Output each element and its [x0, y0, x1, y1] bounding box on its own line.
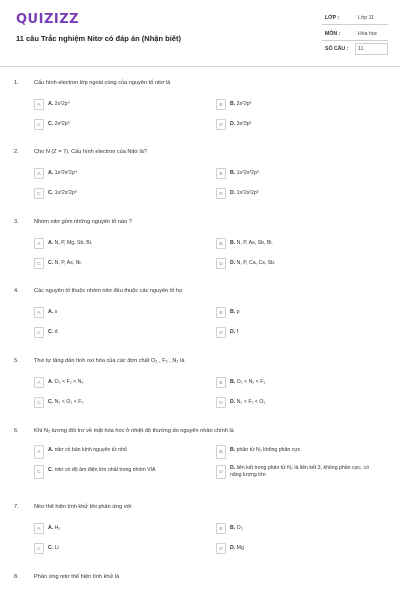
- option-content: O₂ < F₂ < N₂: [54, 379, 84, 385]
- answer-option-a[interactable]: [34, 307, 204, 319]
- option-letter-box: D: [216, 258, 226, 269]
- question-text: Các nguyên tố thuộc nhóm nitơ đều thuộc các nguyên tố họ: [34, 288, 183, 294]
- question-number: 1.: [14, 80, 19, 86]
- option-text: [48, 329, 58, 335]
- answer-option-a[interactable]: [34, 238, 204, 250]
- option-text: [230, 329, 238, 335]
- option-text: [48, 101, 70, 107]
- option-text: [48, 260, 82, 266]
- option-prefix: A.: [48, 525, 54, 531]
- option-prefix: B.: [230, 170, 236, 176]
- option-prefix: B.: [230, 101, 236, 107]
- option-prefix: C.: [48, 399, 54, 405]
- option-letter-box: B: [216, 523, 226, 534]
- option-content: O₂: [236, 525, 243, 531]
- option-prefix: D.: [230, 260, 236, 266]
- option-letter-box: C: [34, 327, 44, 338]
- option-text: [48, 399, 83, 405]
- option-prefix: B.: [230, 447, 236, 453]
- question-number: 2.: [14, 149, 19, 155]
- meta-value: Hóa học: [358, 31, 378, 37]
- option-prefix: B.: [230, 240, 236, 246]
- option-prefix: D.: [230, 329, 236, 335]
- option-prefix: C.: [48, 121, 54, 127]
- option-letter-box: B: [216, 99, 226, 110]
- option-prefix: C.: [48, 545, 54, 551]
- answer-option-b[interactable]: [216, 377, 386, 389]
- question-text: Nitơ thể hiện tính khử khi phản ứng với: [34, 504, 132, 510]
- option-letter-box: C: [34, 543, 44, 554]
- option-letter-box: B: [216, 445, 226, 459]
- option-content: d: [54, 329, 58, 335]
- option-letter-box: D: [216, 397, 226, 408]
- option-prefix: D.: [230, 399, 236, 405]
- option-prefix: A.: [48, 309, 54, 315]
- option-prefix: B.: [230, 379, 236, 385]
- answer-option-c[interactable]: [34, 543, 204, 555]
- question-text: Khí N₂ tương đối trơ về mặt hóa học ở nhiệt độ thường do nguyên nhân chính là: [34, 428, 234, 434]
- option-letter-box: D: [216, 119, 226, 130]
- option-content: N, P, As, Ni.: [54, 260, 82, 266]
- answer-option-c[interactable]: [34, 327, 204, 339]
- option-content: phân tử N₂ không phân cực: [236, 447, 301, 453]
- option-prefix: A.: [48, 101, 54, 107]
- option-letter-box: A: [34, 307, 44, 318]
- option-content: N, P, As, Sb, Bi.: [236, 240, 273, 246]
- answer-option-a[interactable]: [34, 523, 204, 535]
- answer-option-c[interactable]: [34, 397, 204, 409]
- option-text: [230, 379, 265, 385]
- option-content: p: [236, 309, 240, 315]
- answer-option-c[interactable]: [34, 119, 204, 131]
- answer-option-a[interactable]: [34, 168, 204, 180]
- option-text: [230, 121, 251, 127]
- answer-option-d[interactable]: [216, 327, 386, 339]
- option-text: [48, 170, 77, 176]
- answer-option-b[interactable]: [216, 238, 386, 250]
- option-prefix: A.: [48, 379, 54, 385]
- answer-option-d[interactable]: [216, 258, 386, 270]
- option-text: [48, 447, 127, 453]
- option-letter-box: B: [216, 238, 226, 249]
- question-text: Phản ứng nitơ thể hiện tính khử là: [34, 574, 120, 580]
- page-header: [0, 0, 400, 64]
- option-prefix: D.: [230, 545, 236, 551]
- meta-value: Lớp 11: [358, 15, 374, 21]
- option-content: s: [54, 309, 58, 315]
- answer-option-a[interactable]: [34, 99, 204, 111]
- meta-label: SỐ CÂU :: [325, 46, 349, 52]
- option-letter-box: C: [34, 465, 44, 479]
- answer-option-b[interactable]: [216, 523, 386, 535]
- option-prefix: A.: [48, 170, 54, 176]
- option-content: nitơ có bán kính nguyên tử nhỏ: [54, 447, 127, 453]
- option-letter-box: D: [216, 465, 226, 479]
- option-text: [48, 240, 92, 246]
- option-text: [48, 525, 60, 531]
- option-content: H₂: [54, 525, 61, 531]
- option-letter-box: C: [34, 258, 44, 269]
- option-prefix: C.: [48, 329, 54, 335]
- meta-value-box: [355, 43, 388, 55]
- option-text: [230, 240, 273, 246]
- answer-option-a[interactable]: [34, 445, 204, 461]
- answer-option-b[interactable]: [216, 307, 386, 319]
- page-title: 11 câu Trắc nghiệm Nitơ có đáp án (Nhận biết): [16, 34, 181, 43]
- option-content: 1s²2s²2p³: [54, 190, 77, 196]
- option-content: 1s²2s²2p⁴: [54, 170, 78, 176]
- option-content: N, P, Ca, Cs, Sb.: [236, 260, 276, 266]
- option-text: [230, 309, 240, 315]
- option-content: 2s²2p⁵: [54, 121, 70, 127]
- option-letter-box: A: [34, 168, 44, 179]
- answer-option-d[interactable]: [216, 119, 386, 131]
- answer-option-d[interactable]: [216, 543, 386, 555]
- option-letter-box: A: [34, 377, 44, 388]
- option-text: [48, 467, 155, 473]
- answer-option-c[interactable]: [34, 465, 204, 481]
- option-content: N₂ < F₂ < O₂: [236, 399, 266, 405]
- meta-label: LỚP :: [325, 15, 340, 21]
- option-letter-box: C: [34, 188, 44, 199]
- question-number: 3.: [14, 219, 19, 225]
- option-content: Mg: [236, 545, 244, 551]
- option-text: [230, 545, 244, 551]
- option-content: N₂ < O₂ < F₂: [54, 399, 84, 405]
- option-letter-box: B: [216, 307, 226, 318]
- option-letter-box: A: [34, 99, 44, 110]
- option-text: [230, 399, 265, 405]
- option-letter-box: A: [34, 238, 44, 249]
- meta-divider: [322, 24, 388, 25]
- option-text: [230, 260, 275, 266]
- meta-value: 11: [358, 46, 364, 52]
- question-text: Cho N (Z = 7). Cấu hình electron của Nitơ là?: [34, 149, 147, 155]
- option-text: [230, 525, 243, 531]
- option-text: [48, 309, 57, 315]
- option-prefix: B.: [230, 309, 236, 315]
- option-letter-box: C: [34, 119, 44, 130]
- answer-option-c[interactable]: [34, 258, 204, 270]
- option-prefix: C.: [48, 260, 54, 266]
- question-text: Thứ tự tăng dần tính oxi hóa của các đơn chất O₂ , F₂ , N₂ là: [34, 358, 185, 364]
- option-prefix: D.: [230, 465, 236, 471]
- option-content: 1s²2s²2p⁵: [236, 190, 259, 196]
- option-prefix: C.: [48, 190, 54, 196]
- option-content: N, P, Mg, Sb, Bi.: [54, 240, 93, 246]
- option-letter-box: D: [216, 543, 226, 554]
- quizizz-logo: QUIZIZZ: [16, 12, 80, 27]
- option-letter-box: A: [34, 523, 44, 534]
- option-prefix: D.: [230, 121, 236, 127]
- option-content: Li: [54, 545, 59, 551]
- option-letter-box: B: [216, 168, 226, 179]
- option-letter-box: C: [34, 397, 44, 408]
- option-text: [230, 170, 259, 176]
- question-text: Nhóm nitơ gồm những nguyên tố nào ?: [34, 219, 132, 225]
- option-prefix: A.: [48, 447, 54, 453]
- answer-option-b[interactable]: [216, 168, 386, 180]
- option-content: 1s²2s²2p⁶: [236, 170, 259, 176]
- option-content: 2s²2p³: [236, 101, 252, 107]
- answer-option-a[interactable]: [34, 377, 204, 389]
- option-letter-box: D: [216, 188, 226, 199]
- question-number: 4.: [14, 288, 19, 294]
- option-prefix: B.: [230, 525, 236, 531]
- meta-divider: [322, 40, 388, 41]
- question-number: 6.: [14, 428, 19, 434]
- meta-label: MÔN :: [325, 31, 341, 37]
- question-number: 5.: [14, 358, 19, 364]
- option-content: f: [236, 329, 239, 335]
- option-prefix: D.: [230, 190, 236, 196]
- option-content: O₂ < N₂ < F₂: [236, 379, 266, 385]
- option-letter-box: D: [216, 327, 226, 338]
- answer-option-d[interactable]: [216, 465, 386, 481]
- option-text: [230, 447, 300, 453]
- question-number: 8.: [14, 574, 19, 580]
- option-text: [230, 465, 380, 479]
- option-content: nitơ có độ âm điện lớn nhất trong nhóm VIA: [54, 467, 156, 473]
- option-text: [230, 190, 259, 196]
- option-text: [48, 379, 83, 385]
- option-prefix: A.: [48, 240, 54, 246]
- answer-option-b[interactable]: [216, 99, 386, 111]
- option-text: [230, 101, 251, 107]
- option-text: [48, 190, 77, 196]
- option-content: liên kết trong phân tử N₂ là liên kết 3, không phân cực, có năng lượng lớn: [230, 465, 370, 478]
- question-text: Cấu hình electron lớp ngoài cùng của nguyên tố nitơ là: [34, 80, 171, 86]
- answer-option-d[interactable]: [216, 188, 386, 200]
- question-number: 7.: [14, 504, 19, 510]
- option-text: [48, 545, 59, 551]
- option-content: 2s²2p⁴: [54, 101, 70, 107]
- option-letter-box: A: [34, 445, 44, 459]
- option-text: [48, 121, 70, 127]
- option-prefix: C.: [48, 467, 54, 473]
- option-letter-box: B: [216, 377, 226, 388]
- answer-option-c[interactable]: [34, 188, 204, 200]
- option-content: 3s²3p³: [236, 121, 252, 127]
- answer-option-b[interactable]: [216, 445, 386, 461]
- answer-option-d[interactable]: [216, 397, 386, 409]
- header-divider: [0, 66, 400, 67]
